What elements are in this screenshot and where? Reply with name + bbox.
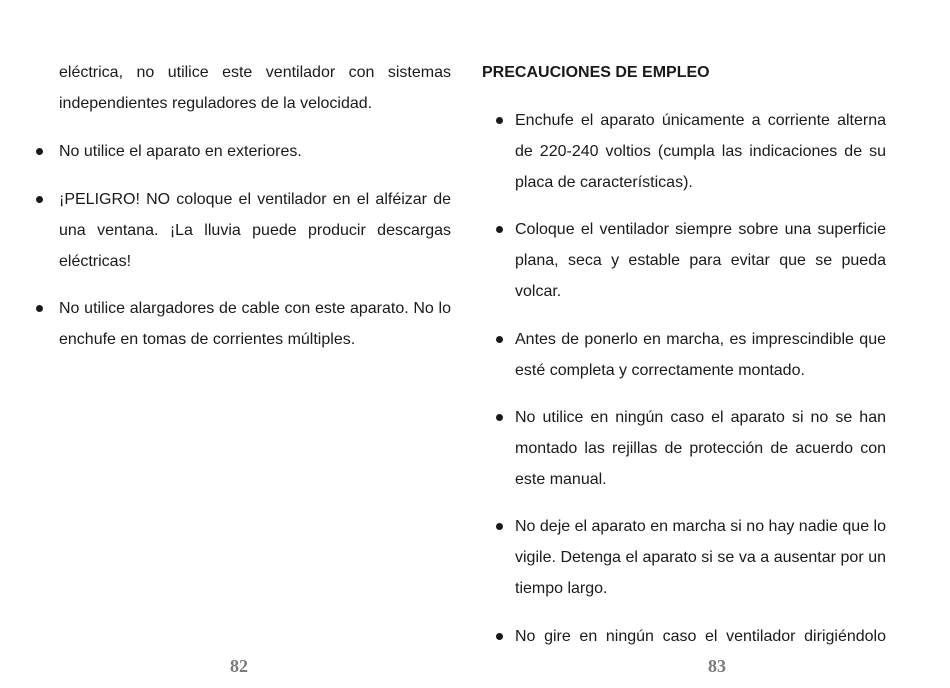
list-item-text: No utilice el aparato en exteriores. — [59, 143, 302, 160]
list-item-text: No deje el aparato en marcha si no hay nadie que lo vigile. Detenga el aparato si se va a ausentar por un tiempo largo. — [515, 518, 886, 597]
continuation-paragraph: eléctrica, no utilice este ventilador con sistemas independientes reguladores de la velocidad. — [59, 64, 451, 112]
bullet-icon — [36, 148, 43, 155]
list-item — [482, 402, 886, 495]
bullet-icon — [496, 117, 503, 124]
left-page — [36, 0, 451, 688]
page-number-left: 82 — [230, 656, 248, 676]
list-item — [482, 214, 886, 307]
list-item-text: Enchufe el aparato únicamente a corriente alterna de 220-240 voltios (cumpla las indicaciones de su placa de características). — [515, 112, 886, 191]
bullet-icon — [496, 414, 503, 421]
list-item — [482, 324, 886, 386]
page-number-right: 83 — [708, 656, 726, 676]
list-item-text: Coloque el ventilador siempre sobre una superficie plana, seca y estable para evitar que se pueda volcar. — [515, 221, 886, 300]
bullet-icon — [36, 196, 43, 203]
list-item-text: No gire en ningún caso el ventilador dirigiéndolo — [515, 628, 886, 645]
section-heading: PRECAUCIONES DE EMPLEO — [482, 64, 710, 81]
list-item — [482, 621, 886, 652]
bullet-icon — [496, 523, 503, 530]
list-item-text: No utilice alargadores de cable con este aparato. No lo enchufe en tomas de corrientes múltiples. — [59, 300, 451, 348]
bullet-icon — [496, 226, 503, 233]
list-item — [482, 511, 886, 604]
list-item-text: Antes de ponerlo en marcha, es imprescindible que esté completa y correctamente montado. — [515, 331, 886, 379]
list-item — [36, 184, 451, 277]
bullet-icon — [36, 305, 43, 312]
list-item-text: ¡PELIGRO! NO coloque el ventilador en el alféizar de una ventana. ¡La lluvia puede producir descargas eléctricas! — [59, 191, 451, 270]
bullet-icon — [496, 633, 503, 640]
right-page — [482, 0, 887, 688]
list-item — [482, 105, 886, 198]
list-item — [36, 293, 451, 355]
bullet-icon — [496, 336, 503, 343]
list-item-text: No utilice en ningún caso el aparato si no se han montado las rejillas de protección de acuerdo con este manual. — [515, 409, 886, 488]
list-item — [36, 136, 451, 167]
